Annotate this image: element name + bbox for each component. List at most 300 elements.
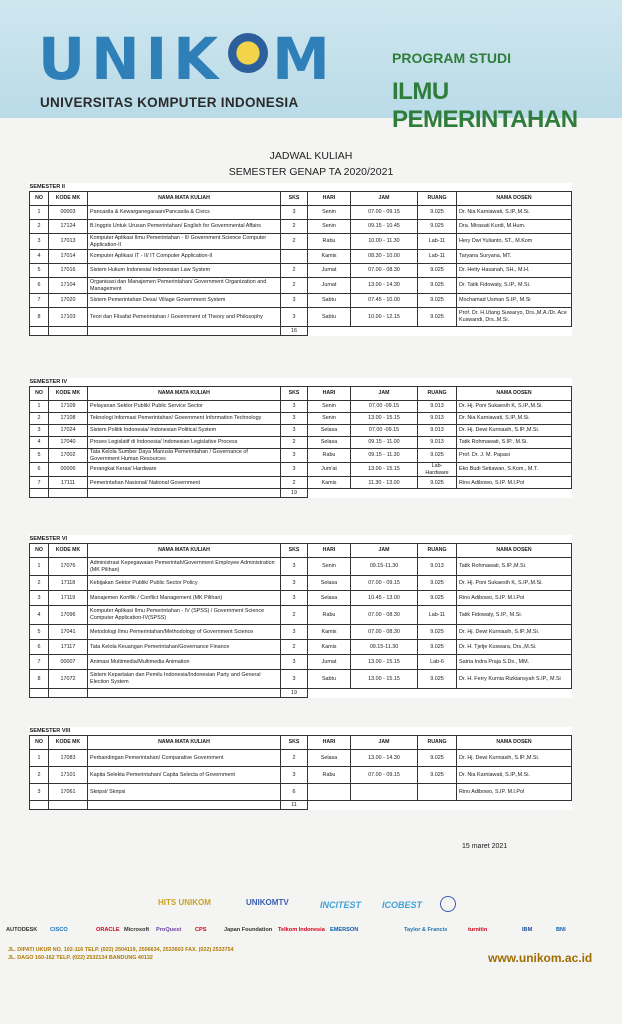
table-cell: Dra. Mirasati Kurdi, M.Hum.	[457, 220, 572, 234]
table-cell: 3	[281, 308, 308, 327]
table-cell	[418, 489, 457, 498]
table-cell: 9.025	[418, 220, 457, 234]
table-cell: 5	[30, 625, 49, 640]
table-cell: Proses Legislatif di Indonesia/ Indonesian Legislative Process	[88, 437, 281, 449]
prodi-label: PROGRAM STUDI	[392, 50, 511, 66]
table-cell: Dr. Nia Karniawati, S.IP.,M.Si.	[457, 413, 572, 425]
table-cell: 2	[281, 278, 308, 294]
partner-logo: ORACLE	[96, 927, 120, 933]
table-cell: 7	[30, 655, 49, 670]
table-cell: Perbandingan Pemerintahan/ Comparative Government	[88, 750, 281, 767]
table-cell: Tatik Rohmawati, S.IP.,M.Si.	[457, 558, 572, 576]
table-cell: Organisasi dan Manajemen Pemerintahan/ Government Organization and Management	[88, 278, 281, 294]
column-header: RUANG	[418, 387, 457, 401]
table-cell: 2	[30, 413, 49, 425]
table-cell: 13.00 - 15.15	[351, 463, 418, 477]
unikom-logo: UNIK M	[38, 25, 336, 93]
semester-label: SEMESTER VIII	[29, 727, 71, 734]
table-cell: 17118	[49, 576, 88, 591]
table-cell: 8	[30, 670, 49, 689]
table-cell: 3	[281, 591, 308, 606]
table-cell: Senin	[308, 401, 351, 413]
column-header: SKS	[281, 387, 308, 401]
table-cell: 6	[30, 640, 49, 655]
partner-logo: Microsoft	[124, 927, 150, 933]
table-cell: Satria Indra Praja S.Ds., MM.	[457, 655, 572, 670]
table-row	[30, 477, 572, 489]
table-cell: 09.15 - 10.45	[351, 220, 418, 234]
column-header: RUANG	[418, 736, 457, 750]
table-cell: 17119	[49, 591, 88, 606]
table-cell	[308, 801, 351, 810]
table-cell: 2	[281, 437, 308, 449]
table-cell: Sabtu	[308, 670, 351, 689]
table-cell: 1	[30, 206, 49, 220]
column-header: JAM	[351, 544, 418, 558]
table-cell: 9.025	[418, 750, 457, 767]
prodi-name: ILMU PEMERINTAHAN	[392, 78, 578, 133]
table-cell: Rabu	[308, 234, 351, 250]
table-cell: 7	[30, 477, 49, 489]
table-cell: 00007	[49, 655, 88, 670]
table-cell: 9.025	[418, 591, 457, 606]
table-cell: 13.00 - 15.15	[351, 655, 418, 670]
table-cell: 09.15 - 11.00	[351, 437, 418, 449]
table-cell: 3	[281, 425, 308, 437]
table-cell: 17024	[49, 425, 88, 437]
table-cell: 4	[30, 437, 49, 449]
table-cell: Lab-Hardware	[418, 463, 457, 477]
table-cell: 2	[281, 264, 308, 278]
partner-logo: BNI	[556, 927, 566, 933]
table-row	[30, 670, 572, 689]
table-cell: Sabtu	[308, 294, 351, 308]
table-cell	[30, 489, 49, 498]
table-cell: 10.00 - 12.15	[351, 308, 418, 327]
column-header: HARI	[308, 387, 351, 401]
column-header: KODE MK	[49, 736, 88, 750]
table-row	[30, 558, 572, 576]
table-cell: 17041	[49, 625, 88, 640]
total-sks: 19	[281, 689, 308, 698]
table-cell: 17104	[49, 278, 88, 294]
table-cell: 3	[281, 576, 308, 591]
table-cell: Rabu	[308, 449, 351, 463]
table-cell: Rino Adibowo, S.IP. M.I.Pol	[457, 591, 572, 606]
table-row	[30, 655, 572, 670]
table-cell: 3	[281, 413, 308, 425]
table-cell: 2	[281, 220, 308, 234]
column-header: JAM	[351, 192, 418, 206]
table-row	[30, 750, 572, 767]
table-cell: 3	[281, 401, 308, 413]
partner-logo: ProQuest	[156, 927, 182, 933]
table-cell: Rabu	[308, 767, 351, 784]
table-cell: 17109	[49, 401, 88, 413]
table-cell: 4	[30, 606, 49, 625]
table-cell: Dr. Hj. Poni Sukaesih K, S.IP.,M.Si.	[457, 401, 572, 413]
table-cell	[88, 689, 281, 698]
table-cell: 3	[281, 655, 308, 670]
table-cell: 2	[30, 576, 49, 591]
column-header: HARI	[308, 736, 351, 750]
table-cell	[308, 327, 351, 336]
column-header: NAMA DOSEN	[457, 387, 572, 401]
table-cell: Senin	[308, 206, 351, 220]
partner-logo: EMERSON	[330, 927, 359, 933]
column-header: KODE MK	[49, 387, 88, 401]
table-cell: 9.025	[418, 670, 457, 689]
semester-table	[29, 727, 572, 810]
table-cell: Selasa	[308, 437, 351, 449]
table-cell: 6	[281, 784, 308, 801]
table-cell: 5	[30, 264, 49, 278]
table-cell: 3	[281, 625, 308, 640]
column-header: KODE MK	[49, 544, 88, 558]
table-cell: 2	[281, 750, 308, 767]
table-cell: 9.013	[418, 413, 457, 425]
table-row	[30, 591, 572, 606]
table-cell: Kamis	[308, 640, 351, 655]
table-cell: 09.15-11.30	[351, 558, 418, 576]
table-row	[30, 463, 572, 477]
table-cell: 3	[281, 670, 308, 689]
table-cell: 2	[281, 477, 308, 489]
table-cell: Lab-6	[418, 655, 457, 670]
table-cell: 3	[30, 784, 49, 801]
table-cell: 3	[281, 558, 308, 576]
table-cell: 07.00 -09.15	[351, 401, 418, 413]
table-cell: 9.013	[418, 425, 457, 437]
table-cell: Animasi Multimedia/Multimedia Animation	[88, 655, 281, 670]
table-cell: Taryana Suryana, MT.	[457, 250, 572, 264]
column-header: NAMA MATA KULIAH	[88, 544, 281, 558]
document-date: 15 maret 2021	[462, 843, 508, 850]
table-cell: 17040	[49, 437, 88, 449]
table-cell: Jumat	[308, 278, 351, 294]
table-cell: Tata Kelola Keuangan Pemerintahan/Governance Finance	[88, 640, 281, 655]
table-cell: 07.45 - 10.00	[351, 294, 418, 308]
table-cell: Selasa	[308, 576, 351, 591]
table-cell: 17013	[49, 234, 88, 250]
table-row	[30, 449, 572, 463]
semester-label: SEMESTER II	[29, 183, 65, 190]
table-cell: 17076	[49, 558, 88, 576]
table-cell: Dr. Nia Karniawati, S.IP.,M.Si.	[457, 767, 572, 784]
table-cell	[308, 689, 351, 698]
table-cell: 00006	[49, 463, 88, 477]
table-cell	[351, 784, 418, 801]
table-cell: Dr. Hj. Poni Sukaesih K, S.IP.,M.Si.	[457, 576, 572, 591]
column-header: JAM	[351, 387, 418, 401]
table-cell: 17016	[49, 264, 88, 278]
column-header: RUANG	[418, 544, 457, 558]
table-cell: 13.00 - 15.15	[351, 413, 418, 425]
university-seal-icon	[228, 33, 268, 73]
column-header: NO	[30, 387, 49, 401]
partner-logo: CISCO	[50, 927, 68, 933]
table-cell: 2	[30, 767, 49, 784]
table-cell: 9.025	[418, 477, 457, 489]
address-line-1: JL. DIPATI UKUR NO. 102-116 TELP. (022) 2504119, 2506634, 2533603 FAX. (022) 2533754	[8, 947, 234, 953]
table-cell	[418, 801, 457, 810]
semester-table	[29, 183, 572, 336]
table-cell: 3	[30, 425, 49, 437]
semester-label: SEMESTER IV	[29, 378, 68, 385]
table-cell	[418, 689, 457, 698]
table-cell	[308, 489, 351, 498]
table-cell	[418, 784, 457, 801]
table-cell	[30, 801, 49, 810]
column-header: NAMA MATA KULIAH	[88, 736, 281, 750]
table-cell: Hery Dwi Yulianto, ST., M.Kom	[457, 234, 572, 250]
table-cell: Sistem Pemerintahan Desa/ Village Government System	[88, 294, 281, 308]
table-cell: 8	[30, 308, 49, 327]
table-cell: 3	[281, 294, 308, 308]
table-cell: Administrasi Kepegawaian Pemerintah/Government Employee Administration (MK Pilihan)	[88, 558, 281, 576]
table-cell: 10.45 - 13.00	[351, 591, 418, 606]
table-cell: 9.025	[418, 576, 457, 591]
table-cell: 17101	[49, 767, 88, 784]
table-cell: 07.00 - 09.15	[351, 767, 418, 784]
table-cell: Dr. Nia Karniawati, S.IP.,M.Si.	[457, 206, 572, 220]
table-cell: 3	[281, 767, 308, 784]
table-cell: Kamis	[308, 250, 351, 264]
document-title: JADWAL KULIAH	[269, 150, 353, 162]
table-cell	[281, 250, 308, 264]
table-cell: Tata Kelola Sumber Daya Manusia Pemerintahan / Governance of Government Human Resources	[88, 449, 281, 463]
table-cell: 1	[30, 401, 49, 413]
table-cell: Komputer Aplikasi Ilmu Pemerintahan - II/ Government Science Computer Application-II	[88, 234, 281, 250]
table-row	[30, 576, 572, 591]
table-cell	[457, 689, 572, 698]
table-cell	[351, 689, 418, 698]
table-cell: 17014	[49, 250, 88, 264]
table-cell: Lab-11	[418, 250, 457, 264]
table-cell: 9.013	[418, 558, 457, 576]
table-cell: 6	[30, 463, 49, 477]
table-cell: Dr. Hj. Dewi Kurniasih, S.IP.,M.Si.	[457, 425, 572, 437]
table-cell	[457, 327, 572, 336]
table-cell: 2	[281, 234, 308, 250]
footer-logo-icobest: ICOBEST	[382, 900, 423, 910]
table-cell: Senin	[308, 220, 351, 234]
table-cell: Perangkat Keras/ Hardware	[88, 463, 281, 477]
table-cell: Lab-11	[418, 606, 457, 625]
table-cell: Sistem Kepartaian dan Pemilu Indonesia/Indonesian Party and General Election System	[88, 670, 281, 689]
table-cell: 09.15 - 11.30	[351, 449, 418, 463]
table-cell: 3	[281, 206, 308, 220]
table-cell	[351, 801, 418, 810]
table-cell	[49, 689, 88, 698]
partner-logo: Japan Foundation	[224, 927, 273, 933]
table-row	[30, 206, 572, 220]
table-cell: Dr. H. Ferry Kurnia Rizkiansyah S.IP., M.Si	[457, 670, 572, 689]
table-cell: 6	[30, 278, 49, 294]
table-cell: Dr. H. Tjetje Kuswara, Drs.,M.Si.	[457, 640, 572, 655]
website: www.unikom.ac.id	[488, 951, 593, 965]
table-cell: Tatik Rohmawati, S.IP., M.Si.	[457, 437, 572, 449]
table-cell	[308, 784, 351, 801]
table-cell: 13.00 - 15.15	[351, 670, 418, 689]
table-cell: 17111	[49, 477, 88, 489]
table-cell: Selasa	[308, 750, 351, 767]
table-cell: 9.013	[418, 401, 457, 413]
table-row	[30, 278, 572, 294]
column-header: NO	[30, 736, 49, 750]
table-cell: 09.15-11.30	[351, 640, 418, 655]
partner-logo: IBM	[522, 927, 533, 933]
partner-logo: Telkom Indonesia	[278, 927, 325, 933]
table-cell: 2	[281, 640, 308, 655]
table-cell: 9.025	[418, 206, 457, 220]
table-cell: Prof. Dr. J. M. Papasi	[457, 449, 572, 463]
column-header: NO	[30, 544, 49, 558]
table-cell: 17117	[49, 640, 88, 655]
table-cell: Dr. Hetty Hasanah, SH., M.H.	[457, 264, 572, 278]
column-header: HARI	[308, 544, 351, 558]
table-cell: Rino Adibowo, S.IP. M.I.Pol	[457, 477, 572, 489]
table-cell: 07.00 - 09.15	[351, 576, 418, 591]
table-cell: Eko Budi Setiawan, S.Kom., M.T.	[457, 463, 572, 477]
table-row	[30, 264, 572, 278]
column-header: NAMA DOSEN	[457, 192, 572, 206]
table-cell: 07.00 - 08.30	[351, 625, 418, 640]
table-cell: Selasa	[308, 425, 351, 437]
table-cell: 9.013	[418, 437, 457, 449]
footer-logo-hits: HITS UNIKOM	[158, 898, 211, 907]
table-row	[30, 437, 572, 449]
table-cell: 9.025	[418, 640, 457, 655]
table-row	[30, 220, 572, 234]
table-cell	[351, 489, 418, 498]
table-cell: Selasa	[308, 591, 351, 606]
address-line-2: JL. DAGO 160-162 TELP. (022) 2532134 BANDUNG 40132	[8, 955, 153, 961]
table-cell	[49, 327, 88, 336]
total-sks: 16	[281, 327, 308, 336]
table-cell: 9.025	[418, 625, 457, 640]
table-cell: Dr. Hj. Dewi Kurniasih, S.IP.,M.Si.	[457, 750, 572, 767]
table-cell: Jumat	[308, 655, 351, 670]
footer-logo-unikomtv: UNIKOMTV	[246, 898, 289, 907]
table-cell: 3	[30, 234, 49, 250]
table-cell: Sistem Hukum Indonesia/ Indonesian Law System	[88, 264, 281, 278]
table-cell	[88, 327, 281, 336]
table-cell: 4	[30, 250, 49, 264]
table-row	[30, 784, 572, 801]
partner-logo: turnitin	[468, 927, 488, 933]
table-cell: 07.00 -09.15	[351, 425, 418, 437]
table-cell: 9.025	[418, 449, 457, 463]
table-cell: Pelayanan Sektor Publik/ Public Service Sector	[88, 401, 281, 413]
partner-logo: CPS	[195, 927, 207, 933]
table-row	[30, 413, 572, 425]
table-row	[30, 767, 572, 784]
table-cell	[88, 801, 281, 810]
table-cell: B.Inggris Untuk Urusan Pemerintahan/ English for Governmental Affairs	[88, 220, 281, 234]
semester-label: SEMESTER VI	[29, 535, 68, 542]
table-cell: Rabu	[308, 606, 351, 625]
total-sks: 11	[281, 801, 308, 810]
table-cell: Kebijakan Sektor Publik/ Public Sector Policy	[88, 576, 281, 591]
table-cell: 13.00 - 14.30	[351, 278, 418, 294]
table-cell: Dr. Tatik Fidowaty, S.IP., M.Si.	[457, 278, 572, 294]
table-cell: Mochamad Usman S.IP., M.Si	[457, 294, 572, 308]
table-row	[30, 625, 572, 640]
table-cell: 17096	[49, 606, 88, 625]
table-cell: 5	[30, 449, 49, 463]
table-cell: Kamis	[308, 477, 351, 489]
table-cell: 9.025	[418, 264, 457, 278]
table-cell: 3	[281, 449, 308, 463]
table-cell: Jum'at	[308, 463, 351, 477]
footer-shield-icon	[440, 896, 456, 912]
table-cell: 9.025	[418, 278, 457, 294]
semester-table	[29, 535, 572, 698]
table-cell: Dr. Hj. Dewi Kurniasih, S.IP.,M.Si.	[457, 625, 572, 640]
table-cell: 3	[281, 463, 308, 477]
table-cell: Teknologi Informasi Pemerintahan/ Government Information Technology	[88, 413, 281, 425]
column-header: RUANG	[418, 192, 457, 206]
semester-table	[29, 378, 572, 498]
table-cell	[457, 489, 572, 498]
table-cell: 17072	[49, 670, 88, 689]
table-cell: Jumat	[308, 264, 351, 278]
letterhead	[0, 0, 622, 133]
table-cell: 7	[30, 294, 49, 308]
table-cell	[88, 489, 281, 498]
table-cell: 17083	[49, 750, 88, 767]
table-cell	[49, 489, 88, 498]
table-cell: 17002	[49, 449, 88, 463]
table-cell: Skripsi/ Skripsi	[88, 784, 281, 801]
table-row	[30, 250, 572, 264]
column-header: KODE MK	[49, 192, 88, 206]
column-header: SKS	[281, 736, 308, 750]
table-cell: 2	[30, 220, 49, 234]
column-header: HARI	[308, 192, 351, 206]
table-row	[30, 401, 572, 413]
table-row	[30, 234, 572, 250]
table-cell: Komputer Aplikasi IT - II/ IT Computer Application-II	[88, 250, 281, 264]
table-cell: 07.00 - 08.30	[351, 264, 418, 278]
table-cell: 17020	[49, 294, 88, 308]
table-row	[30, 425, 572, 437]
table-cell: Manajemen Konflik / Conflict Management (MK Pilihan)	[88, 591, 281, 606]
table-cell: 17124	[49, 220, 88, 234]
table-cell: Tatik Fidowaty, S.IP., M.Si.	[457, 606, 572, 625]
table-cell: 10.00 - 11.30	[351, 234, 418, 250]
table-cell: Metodologi Ilmu Pemerintahan/Methodology of Government Science	[88, 625, 281, 640]
table-row	[30, 294, 572, 308]
table-cell: 08.30 - 10.00	[351, 250, 418, 264]
table-cell: Komputer Aplikasi Ilmu Pemerintahan - IV (SPSS) / Government Science Computer Application-IV(SPSS)	[88, 606, 281, 625]
table-cell: 1	[30, 558, 49, 576]
column-header: SKS	[281, 192, 308, 206]
table-cell: 07.00 - 08.30	[351, 606, 418, 625]
partner-logo: AUTODESK	[6, 927, 38, 933]
table-cell: Sabtu	[308, 308, 351, 327]
table-cell: Pemerintahan Nasional/ National Government	[88, 477, 281, 489]
table-cell	[30, 327, 49, 336]
table-cell: 11.30 - 13.00	[351, 477, 418, 489]
table-cell: 17103	[49, 308, 88, 327]
table-cell: 1	[30, 750, 49, 767]
table-cell	[49, 801, 88, 810]
column-header: SKS	[281, 544, 308, 558]
table-cell: 07.00 - 09.15	[351, 206, 418, 220]
partner-logo: Taylor & Francis	[404, 927, 448, 933]
